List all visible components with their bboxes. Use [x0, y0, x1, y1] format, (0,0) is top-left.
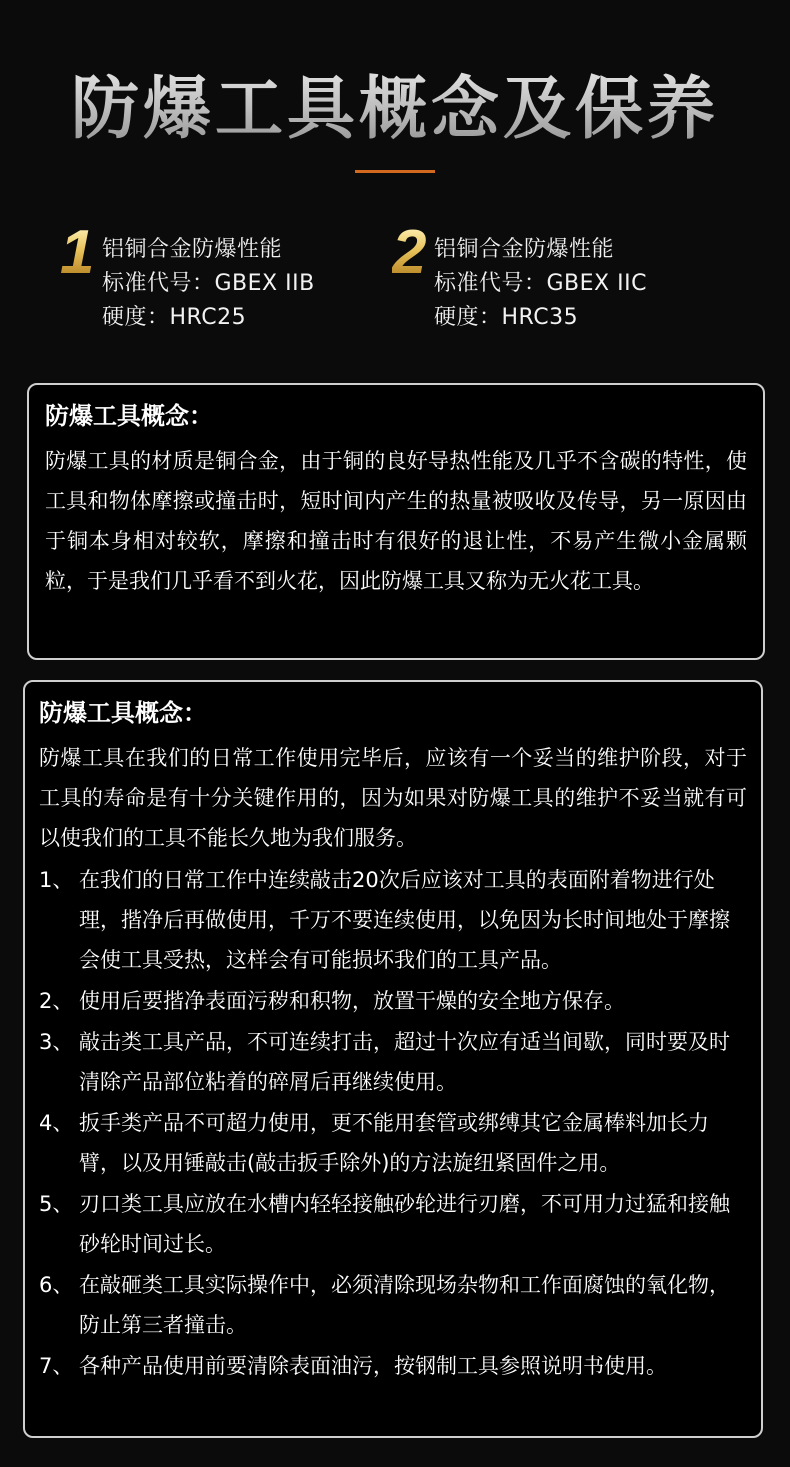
grade-material: 铝铜合金防爆性能 [102, 237, 283, 262]
list-item [39, 981, 747, 1021]
maintenance-intro: 防爆工具在我们的日常工作使用完毕后，应该有一个妥当的维护阶段，对于工具的寿命是有十分关键作用的，因为如果对防爆工具的维护不妥当就有可以使我们的工具不能长久地为我们服务。 [39, 746, 747, 850]
concept-panel [27, 383, 765, 660]
list-item-text: 敲击类工具产品，不可连续打击，超过十次应有适当间歇，同时要及时清除产品部位粘着的碎屑后再继续使用。 [79, 1030, 730, 1094]
list-item-number: 4、 [39, 1111, 74, 1135]
list-item-number: 1、 [39, 868, 74, 892]
list-item-text: 在我们的日常工作中连续敲击20次后应该对工具的表面附着物进行处理，揩净后再做使用，千万不要连续使用，以免因为长时间地处于摩擦会使工具受热，这样会有可能损坏我们的工具产品。 [79, 868, 730, 972]
page-title: 防爆工具概念及保养 [0, 55, 790, 152]
list-item-text: 各种产品使用前要清除表面油污，按钢制工具参照说明书使用。 [79, 1354, 667, 1378]
list-item-number: 3、 [39, 1030, 74, 1054]
list-item-text: 扳手类产品不可超力使用，更不能用套管或绑缚其它金属棒料加长力臂，以及用锤敲击(敲击扳手除外)的方法旋纽紧固件之用。 [79, 1111, 709, 1175]
list-item [39, 1346, 747, 1386]
list-item-number: 5、 [39, 1192, 74, 1216]
list-item-text: 在敲砸类工具实际操作中，必须清除现场杂物和工作面腐蚀的氧化物，防止第三者撞击。 [79, 1273, 730, 1337]
list-item-number: 7、 [39, 1354, 74, 1378]
maintenance-heading: 防爆工具概念： [39, 699, 207, 727]
list-item [39, 1103, 747, 1183]
grade-standard-code: 标准代号：GBEX IIB [102, 271, 315, 296]
grade-standard-code: 标准代号：GBEX IIC [434, 271, 647, 296]
maintenance-list [39, 860, 747, 1386]
list-item [39, 1184, 747, 1264]
grade-hardness: 硬度：HRC35 [434, 305, 579, 330]
title-accent-line [355, 170, 435, 173]
list-item-text: 使用后要揩净表面污秽和积物，放置干燥的安全地方保存。 [79, 989, 625, 1013]
concept-heading: 防爆工具概念： [45, 402, 213, 430]
grade-number-1: 1 [60, 218, 95, 287]
list-item-text: 刃口类工具应放在水槽内轻轻接触砂轮进行刃磨，不可用力过猛和接触砂轮时间过长。 [79, 1192, 730, 1256]
list-item [39, 1265, 747, 1345]
maintenance-panel [23, 680, 763, 1438]
list-item-number: 2、 [39, 989, 74, 1013]
list-item-number: 6、 [39, 1273, 74, 1297]
grade-hardness: 硬度：HRC25 [102, 305, 247, 330]
grade-material: 铝铜合金防爆性能 [434, 237, 615, 262]
grade-lines-1 [102, 233, 315, 335]
grade-lines-2 [434, 233, 647, 335]
list-item [39, 860, 747, 980]
list-item [39, 1022, 747, 1102]
concept-body: 防爆工具的材质是铜合金，由于铜的良好导热性能及几乎不含碳的特性，使工具和物体摩擦或撞击时，短时间内产生的热量被吸收及传导，另一原因由于铜本身相对较软，摩擦和撞击时有很好的退让性，不易产生微小金属颗粒，于是我们几乎看不到火花，因此防爆工具又称为无火花工具。 [45, 449, 747, 593]
grade-number-2: 2 [392, 218, 427, 287]
